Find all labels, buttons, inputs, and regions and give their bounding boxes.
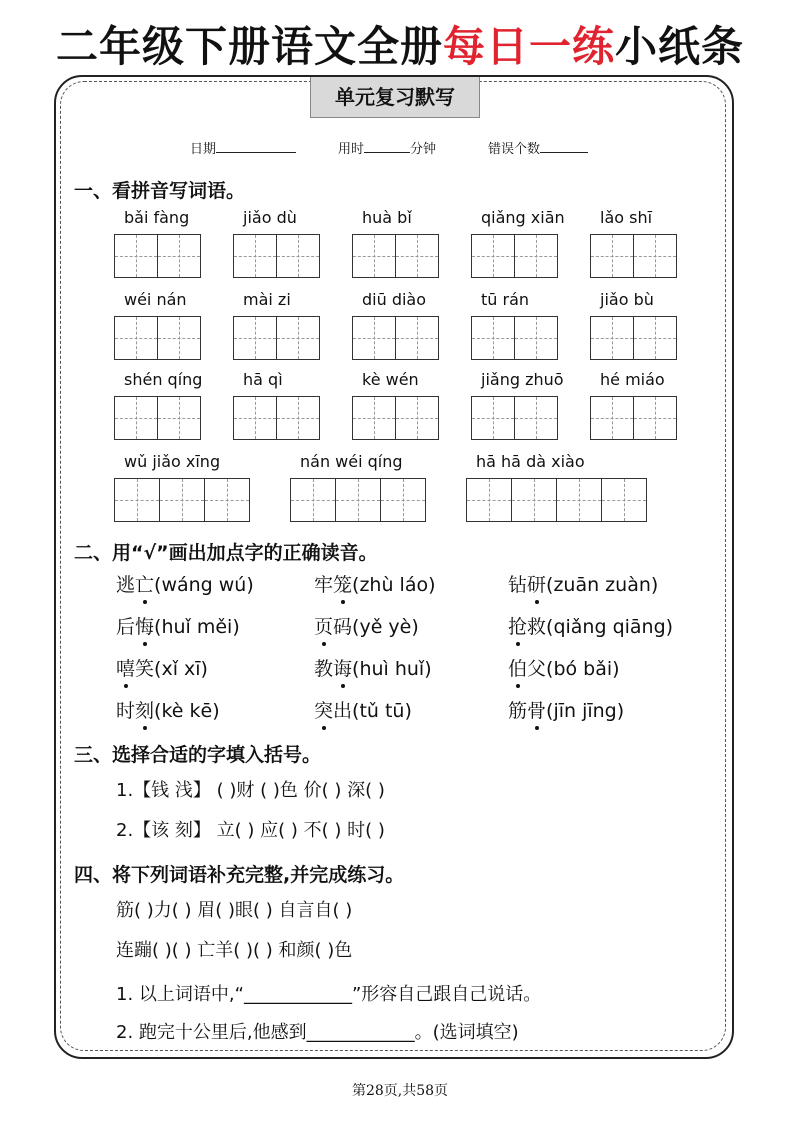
grid-cell[interactable] xyxy=(395,396,439,440)
grid-cell[interactable] xyxy=(590,316,634,360)
writing-grid[interactable] xyxy=(471,234,558,278)
pinyin-label: jiǎo bù xyxy=(600,290,654,309)
pinyin-label: huà bǐ xyxy=(362,208,412,227)
grid-cell[interactable] xyxy=(466,478,512,522)
pinyin-label: diū diào xyxy=(362,290,427,309)
pinyin-label: tū rán xyxy=(481,290,530,309)
grid-cell[interactable] xyxy=(233,396,277,440)
pinyin-label: kè wén xyxy=(362,370,419,389)
grid-cell[interactable] xyxy=(633,396,677,440)
writing-grid[interactable] xyxy=(352,396,439,440)
pinyin-label: jiǎo dù xyxy=(243,208,297,227)
pronunciation-item[interactable]: 后悔(huǐ měi) xyxy=(116,612,240,639)
section4-line1: 筋( )力( ) 眉( )眼( ) 自言自( ) xyxy=(116,900,353,921)
grid-cell[interactable] xyxy=(514,234,558,278)
section4-question2: 2. 跑完十公里后,他感到____________。(选词填空) xyxy=(116,1022,519,1043)
writing-grid[interactable] xyxy=(114,316,201,360)
grid-cell[interactable] xyxy=(276,396,320,440)
section4-line2: 连蹦( )( ) 亡羊( )( ) 和颜( )色 xyxy=(116,940,353,961)
writing-grid[interactable] xyxy=(233,234,320,278)
grid-cell[interactable] xyxy=(601,478,647,522)
section4-heading: 四、将下列词语补充完整,并完成练习。 xyxy=(74,864,405,886)
grid-cell[interactable] xyxy=(352,316,396,360)
writing-grid[interactable] xyxy=(352,316,439,360)
grid-cell[interactable] xyxy=(114,316,158,360)
section2-heading: 二、用“√”画出加点字的正确读音。 xyxy=(74,542,378,564)
grid-cell[interactable] xyxy=(380,478,426,522)
pronunciation-item[interactable]: 时刻(kè kē) xyxy=(116,696,220,723)
pronunciation-item[interactable]: 抢救(qiǎng qiāng) xyxy=(508,612,673,639)
grid-cell[interactable] xyxy=(471,234,515,278)
pinyin-label: mài zi xyxy=(243,290,291,309)
section3-heading: 三、选择合适的字填入括号。 xyxy=(74,744,322,766)
section4-question1: 1. 以上词语中,“____________”形容自己跟自己说话。 xyxy=(116,984,542,1005)
unit-title: 单元复习默写 xyxy=(310,77,480,118)
error-count-field: 错误个数 xyxy=(488,138,588,157)
writing-grid[interactable] xyxy=(290,478,426,522)
grid-cell[interactable] xyxy=(276,316,320,360)
pinyin-label: lǎo shī xyxy=(600,208,653,227)
writing-grid[interactable] xyxy=(590,396,677,440)
writing-grid[interactable] xyxy=(233,396,320,440)
grid-cell[interactable] xyxy=(556,478,602,522)
writing-grid[interactable] xyxy=(233,316,320,360)
pinyin-label: hé miáo xyxy=(600,370,665,389)
grid-cell[interactable] xyxy=(157,316,201,360)
pinyin-label: qiǎng xiān xyxy=(481,208,565,227)
pronunciation-item[interactable]: 教诲(huì huǐ) xyxy=(314,654,432,681)
section3-line1: 1.【钱 浅】 ( )财 ( )色 价( ) 深( ) xyxy=(116,780,385,801)
pronunciation-item[interactable]: 钻研(zuān zuàn) xyxy=(508,570,658,597)
section1-heading: 一、看拼音写词语。 xyxy=(74,180,246,202)
grid-cell[interactable] xyxy=(633,234,677,278)
section3-line2: 2.【该 刻】 立( ) 应( ) 不( ) 时( ) xyxy=(116,820,385,841)
grid-cell[interactable] xyxy=(114,234,158,278)
grid-cell[interactable] xyxy=(233,234,277,278)
grid-cell[interactable] xyxy=(114,396,158,440)
writing-grid[interactable] xyxy=(114,234,201,278)
date-field: 日期 xyxy=(190,138,296,157)
writing-grid[interactable] xyxy=(471,316,558,360)
writing-grid[interactable] xyxy=(471,396,558,440)
grid-cell[interactable] xyxy=(114,478,160,522)
grid-cell[interactable] xyxy=(590,396,634,440)
grid-cell[interactable] xyxy=(157,234,201,278)
page-title: 二年级下册语文全册每日一练小纸条 xyxy=(55,22,745,71)
grid-cell[interactable] xyxy=(157,396,201,440)
pinyin-label: bǎi fàng xyxy=(124,208,190,227)
writing-grid[interactable] xyxy=(590,234,677,278)
pronunciation-item[interactable]: 伯父(bó bǎi) xyxy=(508,654,620,681)
grid-cell[interactable] xyxy=(511,478,557,522)
grid-cell[interactable] xyxy=(276,234,320,278)
pinyin-label: hā qì xyxy=(243,370,283,389)
writing-grid[interactable] xyxy=(352,234,439,278)
writing-grid[interactable] xyxy=(114,396,201,440)
pinyin-label: shén qíng xyxy=(124,370,203,389)
pronunciation-item[interactable]: 筋骨(jīn jīng) xyxy=(508,696,624,723)
grid-cell[interactable] xyxy=(471,396,515,440)
writing-grid[interactable] xyxy=(590,316,677,360)
grid-cell[interactable] xyxy=(395,234,439,278)
pronunciation-item[interactable]: 牢笼(zhù láo) xyxy=(314,570,436,597)
grid-cell[interactable] xyxy=(514,316,558,360)
grid-cell[interactable] xyxy=(290,478,336,522)
grid-cell[interactable] xyxy=(233,316,277,360)
grid-cell[interactable] xyxy=(352,234,396,278)
grid-cell[interactable] xyxy=(204,478,250,522)
pinyin-label: hā hā dà xiào xyxy=(476,452,585,471)
writing-grid[interactable] xyxy=(466,478,647,522)
grid-cell[interactable] xyxy=(395,316,439,360)
grid-cell[interactable] xyxy=(514,396,558,440)
pinyin-label: wéi nán xyxy=(124,290,187,309)
page-footer: 第28页,共58页 xyxy=(351,1083,449,1099)
grid-cell[interactable] xyxy=(352,396,396,440)
pinyin-label: wǔ jiǎo xīng xyxy=(124,452,221,471)
grid-cell[interactable] xyxy=(335,478,381,522)
pronunciation-item[interactable]: 突出(tǔ tū) xyxy=(314,696,412,723)
writing-grid[interactable] xyxy=(114,478,250,522)
time-field: 用时 分钟 xyxy=(338,142,437,157)
pronunciation-item[interactable]: 嘻笑(xǐ xī) xyxy=(116,654,208,681)
pronunciation-item[interactable]: 页码(yě yè) xyxy=(314,612,419,639)
grid-cell[interactable] xyxy=(159,478,205,522)
pinyin-label: jiǎng zhuō xyxy=(481,370,564,389)
grid-cell[interactable] xyxy=(471,316,515,360)
grid-cell[interactable] xyxy=(590,234,634,278)
pronunciation-item[interactable]: 逃亡(wáng wú) xyxy=(116,570,254,597)
pinyin-label: nán wéi qíng xyxy=(300,452,403,471)
grid-cell[interactable] xyxy=(633,316,677,360)
